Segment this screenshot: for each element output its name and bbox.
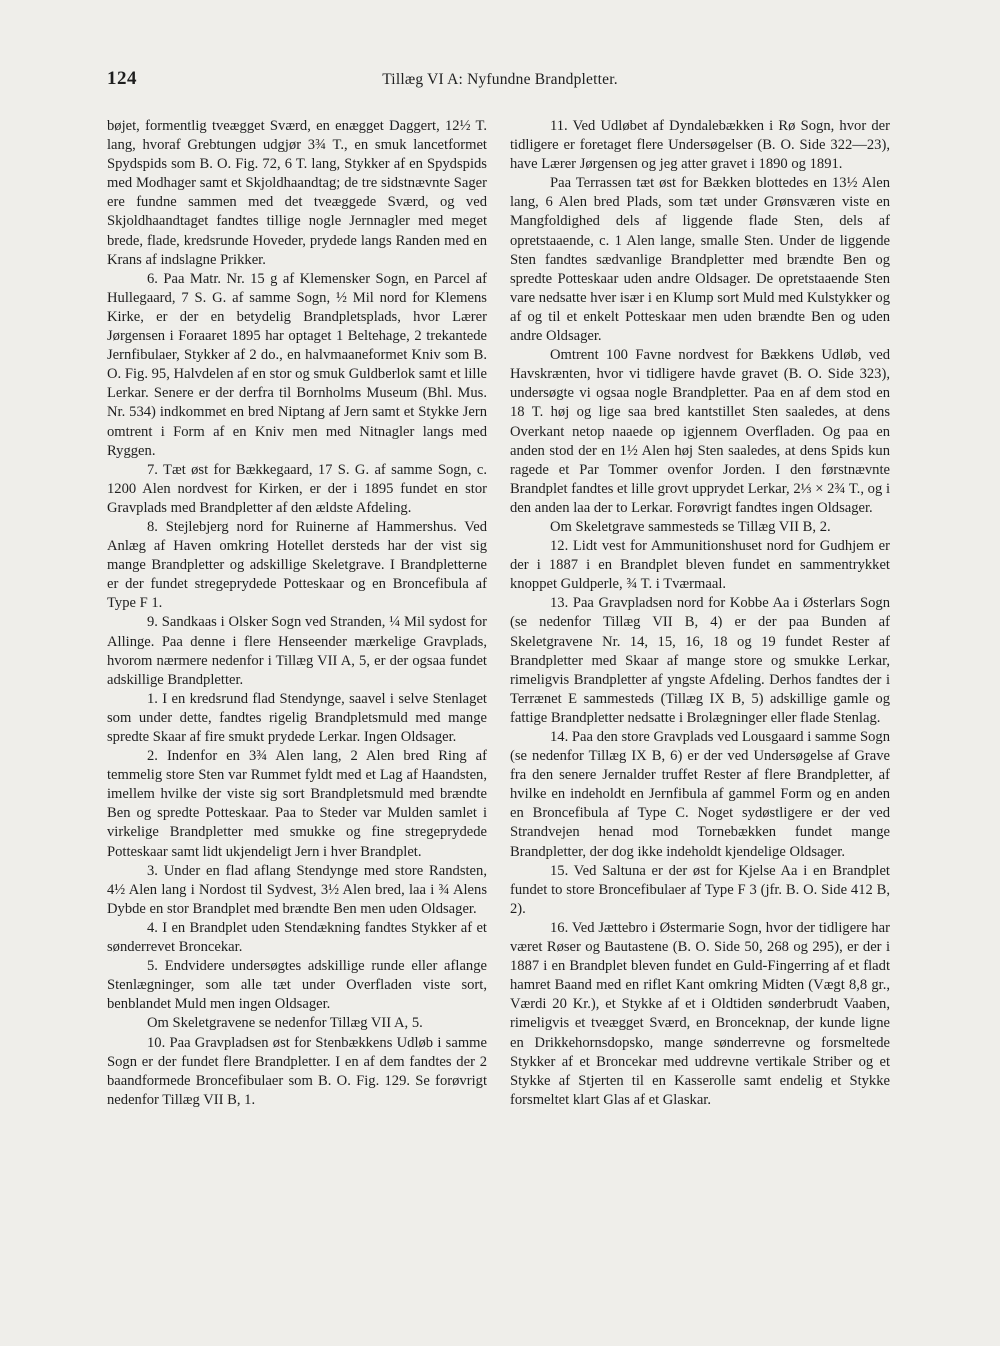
paragraph: 8. Stejlebjerg nord for Ruinerne af Hammershus. Ved Anlæg af Haven omkring Hotellet dersteds har der vist sig mange Brandpletter og adskillige Skeletgrave. I Brandpletterne er der fundet stregeprydede Potteskaar og en Broncefibula af Type F 1. <box>107 518 487 612</box>
paragraph: Paa Terrassen tæt øst for Bækken blottedes en 13½ Alen lang, 6 Alen bred Plads, som tæt under Grønsværen viste en Mangfoldighed dels af liggende flade Sten, dels af opretstaaende, c. 1 Alen lange, smalle Sten. Under de liggende Sten fandtes sædvanlige Brandpletter med brændte Ben og spredte Potteskaar uden andre Oldsager. De opretstaaende Sten vare nedsatte hver især i en Klump sort Muld med Kulstykker og af og til et enkelt Potteskaar men uden brændte Ben og uden andre Oldsager. <box>510 175 890 345</box>
paragraph: 4. I en Brandplet uden Stendækning fandtes Stykker af et sønderrevet Broncekar. <box>107 919 487 956</box>
page-number: 124 <box>107 68 137 89</box>
right-column <box>510 117 890 1110</box>
left-column <box>107 117 487 1110</box>
paragraph: Om Skeletgravene se nedenfor Tillæg VII A, 5. <box>147 1015 423 1032</box>
paragraph: 11. Ved Udløbet af Dyndalebækken i Rø Sogn, hvor der tidligere er foretaget flere Undersøgelser (B. O. Side 322—23), have Lærer Jørgensen og jeg atter gravet i 1890 og 1891. <box>510 118 890 173</box>
paragraph: 16. Ved Jættebro i Østermarie Sogn, hvor der tidligere har været Røser og Bautastene (B. O. Side 50, 268 og 295), er der i 1887 i en Brandplet bleven fundet en Guld-Fingerring af et fladt hamret Baand med en riflet Kant omkring Midten (Vægt 8,8 gr., Værdi 20 Kr.), et Stykke af et i Oldtiden sønderbrudt Vaaben, rimeligvis et tveægget Sværd, en Bronceknap, der kunde ligne en Drikkehornsdopsko, mange sønderrevne og forsmeltede Stykker af et Broncekar med uddrevne vertikale Striber og et Stykke af Stjerten til en Kasserolle samt endelig et Stykke forsmeltet klart Glas af et Glaskar. <box>510 919 890 1108</box>
paragraph: 3. Under en flad aflang Stendynge med store Randsten, 4½ Alen lang i Nordost til Sydvest, 3½ Alen bred, laa i ¾ Alens Dybde en stor Brandplet med brændte Ben men uden Oldsager. <box>107 862 487 917</box>
paragraph: bøjet, formentlig tveægget Sværd, en enægget Daggert, 12½ T. lang, hvoraf Grebtungen udgjør 3¾ T., en smuk lancetformet Spydspids som B. O. Fig. 72, 6 T. lang, Stykker af en Spydspids med Modhager samt et Skjoldhaandtag; de tre sidstnævnte Sager ere fundne sammen med det tveæggede Sværd, og ved Skjoldhaandtaget fandtes tillige nogle Jernnagler med meget brede, flade, kredsrunde Hoveder, prydede langs Randen med en Krans af indslagne Prikker. <box>107 118 487 268</box>
paragraph: 15. Ved Saltuna er der øst for Kjelse Aa i en Brandplet fundet to store Broncefibulaer af Type F 3 (jfr. B. O. Side 412 B, 2). <box>510 862 890 917</box>
paragraph: Omtrent 100 Favne nordvest for Bækkens Udløb, ved Havskrænten, hvor vi tidligere havde gravet (B. O. Side 323), undersøgte vi ogsaa nogle Brandpletter. Paa en af dem stod en 18 T. høj og lige saa bred kantstillet Sten saaledes, at dens Overkant netop naaede op igjennem Overfladen. Og paa en anden stod der en 1½ Alen høj Sten saaledes, at dens Spids kun ragede et Par Tommer ovenfor Jorden. I den førstnævnte Brandplet fandtes et lille grovt upprydet Lerkar, 2⅓ × 2¾ T., og i den anden laa der to Lerkar. Forøvrigt fandtes ingen Oldsager. <box>510 347 890 516</box>
paragraph: 5. Endvidere undersøgtes adskillige runde eller aflange Stenlægninger, som alle tæt under Overfladen viste sort, benblandet Muld men ingen Oldsager. <box>107 958 487 1013</box>
paragraph: Om Skeletgrave sammesteds se Tillæg VII B, 2. <box>550 518 831 535</box>
paragraph: 2. Indenfor en 3¾ Alen lang, 2 Alen bred Ring af temmelig store Sten var Rummet fyldt med et Lag af Haandsten, imellem hvilke der viste sig sort Brandpletsmuld med brændte Ben og spredte Potteskaar. Paa to Steder var Mulden samlet i virkelige Brandpletter med smukke og fine stregeprydede Potteskaar samt lidt ukjendeligt Jern i hver Brandplet. <box>107 748 487 860</box>
paragraph: 1. I en kredsrund flad Stendynge, saavel i selve Stenlaget som under dette, fandtes rigelig Brandpletsmuld med mange spredte Skaar af fire smukt prydede Lerkar. Ingen Oldsager. <box>107 690 487 745</box>
paragraph: 10. Paa Gravpladsen øst for Stenbækkens Udløb i samme Sogn er der fundet flere Brandpletter. I en af dem fandtes der 2 baandformede Broncefibulaer som B. O. Fig. 129. Se forøvrigt nedenfor Tillæg VII B, 1. <box>107 1034 487 1108</box>
paragraph: 7. Tæt øst for Bækkegaard, 17 S. G. af samme Sogn, c. 1200 Alen nordvest for Kirken, er der i 1895 fundet en stor Gravplads med Brandpletter af den ældste Afdeling. <box>107 461 487 516</box>
running-head: Tillæg VI A: Nyfundne Brandpletter. <box>382 71 618 88</box>
paragraph: 14. Paa den store Gravplads ved Lousgaard i samme Sogn (se nedenfor Tillæg IX B, 6) er der ved Undersøgelse af Grave fra den senere Jernalder truffet Rester af flere Brandpletter, af hvilke en indeholdt en Jernfibula af gammel Form og en anden en Broncefibula af Type C. Noget sydøstligere er der ved Strandvejen henad mod Tornebækken fundet mange Brandpletter, der dog ikke indeholdt kjendelige Oldsager. <box>510 729 890 860</box>
paragraph: 6. Paa Matr. Nr. 15 g af Klemensker Sogn, en Parcel af Hullegaard, 7 S. G. af samme Sogn, ½ Mil nord for Klemens Kirke, er der en betydelig Brandpletsplads, hvor Lærer Jørgensen i Foraaret 1895 har optaget 1 Beltehage, 2 trekantede Jernfibulaer, Stykker af 2 do., en halvmaaneformet Kniv som B. O. Fig. 95, Halvdelen af en stor og smuk Guldberlok samt et lille Lerkar. Senere er der derfra til Bornholms Museum (Bhl. Mus. Nr. 534) indkommet en bred Niptang af Jern samt et Stykke Jern omtrent i Form af en Kniv men med Nitnagler langs med Ryggen. <box>107 270 487 459</box>
paragraph: 12. Lidt vest for Ammunitionshuset nord for Gudhjem er der i 1887 i en Brandplet bleven fundet en sammentrykket knoppet Guldperle, ¾ T. i Tværmaal. <box>510 538 890 593</box>
paragraph: 13. Paa Gravpladsen nord for Kobbe Aa i Østerlars Sogn (se nedenfor Tillæg VII B, 4) er der paa Bunden af Skeletgravene Nr. 14, 15, 16, 18 og 19 fundet Rester af Brandpletter med Skaar af mange store og smukke Lerkar, rimeligvis Brandpletter af yngste Afdeling. Derhos fandtes der i Terrænet E sammesteds (Tillæg IX B, 5) adskillige gamle og fattige Brandpletter nedsatte i Brolægninger eller flade Stenlag. <box>510 595 890 726</box>
paragraph: 9. Sandkaas i Olsker Sogn ved Stranden, ¼ Mil sydost for Allinge. Paa denne i flere Henseender mærkelige Gravplads, hvorom nærmere nedenfor i Tillæg VII A, 5, er der ogsaa fundet adskillige Brandpletter. <box>107 614 487 688</box>
